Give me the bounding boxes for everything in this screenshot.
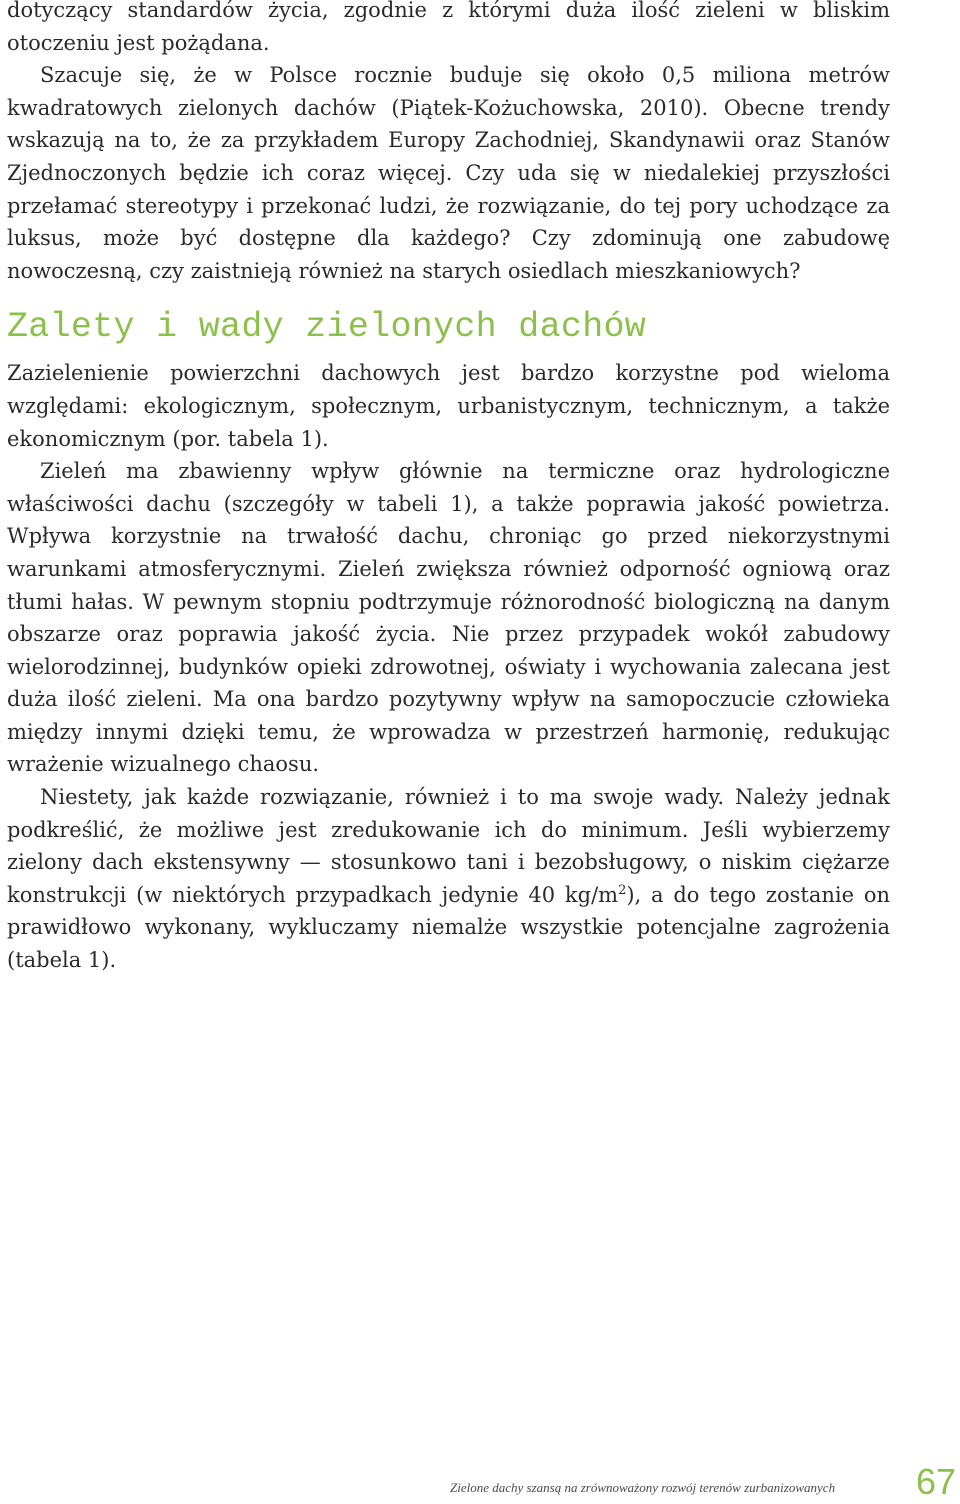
drawbacks-text-start: Niestety, jak każde rozwiązanie, również i to ma swoje wady. Należy jednak podkreślić, że możliwe jest zredukowanie ich do minimum. Jeśli wybierzemy zielony dach ekstensywny — stosunkowo tani i bezobsługowy, o niskim ciężarze konstrukcji (w niektórych przypadkach jedynie 40 kg/m	[7, 785, 890, 907]
section-heading: Zalety i wady zielonych dachów	[7, 307, 647, 348]
paragraph-drawbacks	[7, 781, 890, 977]
drawbacks-text-end: ), a do tego zostanie on prawidłowo wykonany, wykluczamy niemalże wszystkie potencjalne zagrożenia (tabela 1).	[7, 882, 890, 973]
paragraph-intro: Zazielenienie powierzchni dachowych jest bardzo korzystne pod wieloma względami: ekologicznym, społecznym, urbanistycznym, technicznym, a także ekonomicznym (por. tabela 1).	[7, 361, 890, 451]
superscript-two: 2	[618, 882, 627, 898]
paragraph-benefits: Zieleń ma zbawienny wpływ głównie na termiczne oraz hydrologiczne właściwości dachu (szczegóły w tabeli 1), a także poprawia jakość powietrza. Wpływa korzystnie na trwałość dachu, chroniąc go przed niekorzystnymi warunkami atmosferycznymi. Zieleń zwiększa również odporność ogniową oraz tłumi hałas. W pewnym stopniu podtrzymuje różnorodność biologiczną na danym obszarze oraz poprawia jakość życia. Nie przez przypadek wokół zabudowy wielorodzinnej, budynków opieki zdrowotnej, oświaty i wychowania zalecana jest duża ilość zieleni. Ma ona bardzo pozytywny wpływ na samopoczucie człowieka między innymi dzięki temu, że wprowadza w przestrzeń harmonię, redukując wrażenie wizualnego chaosu.	[7, 459, 890, 777]
page-number: 67	[915, 1461, 956, 1502]
page-body	[7, 0, 890, 977]
paragraph-trends: Szacuje się, że w Polsce rocznie buduje się około 0,5 miliona metrów kwadratowych zielonych dachów (Piątek-Kożuchowska, 2010). Obecne trendy wskazują na to, że za przykładem Europy Zachodniej, Skandynawii oraz Stanów Zjednoczonych będzie ich coraz więcej. Czy uda się w niedalekiej przyszłości przełamać stereotypy i przekonać ludzi, że rozwiązanie, do tej pory uchodzące za luksus, może być dostępne dla każdego? Czy zdominują one zabudowę nowoczesną, czy zaistnieją również na starych osiedlach mieszkaniowych?	[7, 63, 890, 283]
paragraph-continuation: dotyczący standardów życia, zgodnie z którymi duża ilość zieleni w bliskim otoczeniu jest pożądana.	[7, 0, 890, 55]
running-footer-title: Zielone dachy szansą na zrównoważony rozwój terenów zurbanizowanych	[450, 1480, 836, 1495]
